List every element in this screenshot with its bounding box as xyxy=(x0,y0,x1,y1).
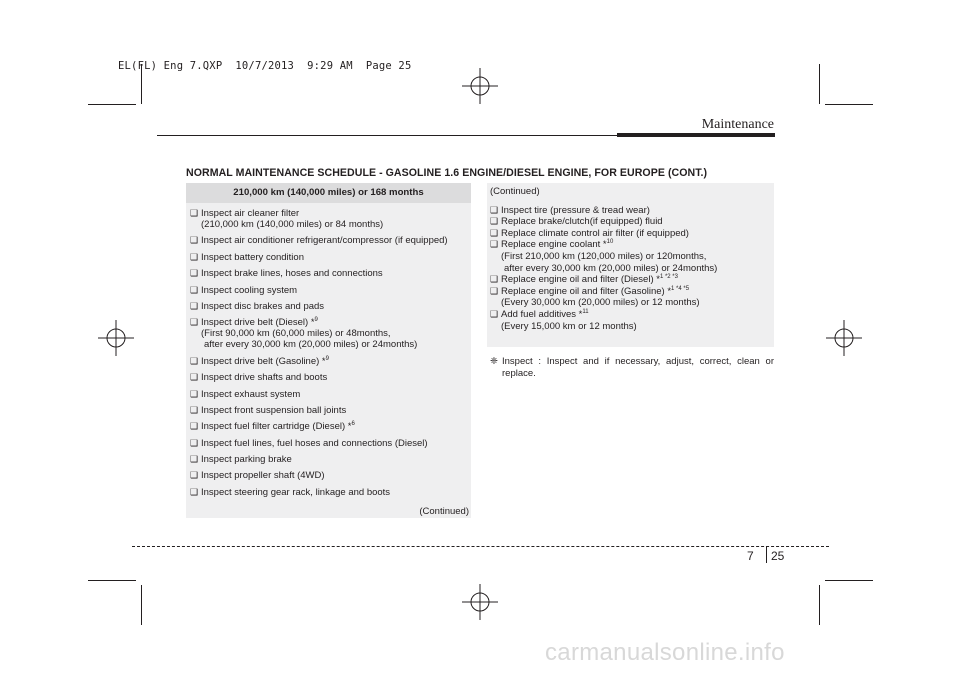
list-item xyxy=(190,208,468,230)
item-text xyxy=(201,235,468,246)
item-text xyxy=(201,470,468,481)
item-text xyxy=(201,317,468,350)
checkbox-icon: ❑ xyxy=(490,285,499,296)
item-label: Inspect battery condition xyxy=(201,251,304,263)
list-item xyxy=(490,274,772,286)
item-label: Inspect steering gear rack, linkage and boots xyxy=(201,486,391,498)
item-text xyxy=(201,285,468,296)
watermark: carmanualsonline.info xyxy=(545,639,785,666)
item-label: Inspect cooling system xyxy=(201,284,298,296)
item-label: Replace engine coolant * xyxy=(501,239,607,251)
footnote-ref: 10 xyxy=(606,239,614,246)
list-item xyxy=(190,356,468,367)
item-text xyxy=(201,438,468,449)
right-item-list xyxy=(490,186,772,332)
item-text xyxy=(501,205,772,217)
item-text xyxy=(501,274,772,286)
item-label: Inspect tire (pressure & tread wear) xyxy=(501,204,650,216)
list-item xyxy=(190,487,468,498)
item-label: Add fuel additives * xyxy=(501,308,583,320)
checkbox-icon: ❑ xyxy=(490,216,499,227)
list-item xyxy=(190,421,468,432)
registration-mark-icon xyxy=(462,584,498,620)
list-item xyxy=(490,309,772,332)
item-label: Inspect air conditioner refrigerant/compressor (if equipped) xyxy=(201,235,448,247)
item-label: Inspect brake lines, hoses and connections xyxy=(201,268,383,280)
section-title: Maintenance xyxy=(701,117,774,132)
item-text xyxy=(501,309,772,332)
footnote-ref: 9 xyxy=(314,317,318,324)
checkbox-icon: ❑ xyxy=(490,308,499,319)
left-item-list xyxy=(190,208,468,503)
checkbox-icon: ❑ xyxy=(190,486,199,497)
schedule-heading: NORMAL MAINTENANCE SCHEDULE - GASOLINE 1.6 ENGINE/DIESEL ENGINE, FOR EUROPE (CONT.) xyxy=(186,167,708,179)
item-text xyxy=(201,301,468,312)
checkbox-icon: ❑ xyxy=(190,404,199,415)
checkbox-icon: ❑ xyxy=(490,227,499,238)
continued-label: (Continued) xyxy=(419,506,469,517)
list-item xyxy=(190,389,468,400)
checkbox-icon: ❑ xyxy=(190,372,199,383)
inspect-note xyxy=(490,356,774,379)
item-interval-cont: after every 30,000 km (20,000 miles) or 24months) xyxy=(204,339,418,351)
item-text xyxy=(201,421,468,432)
item-label: Inspect exhaust system xyxy=(201,388,301,400)
footnote-ref: 1 *4 *5 xyxy=(671,285,690,292)
registration-mark-icon xyxy=(98,320,134,356)
checkbox-icon: ❑ xyxy=(190,268,199,279)
note-text: Inspect : Inspect and if necessary, adjust, correct, clean or replace. xyxy=(502,356,774,379)
item-label: Inspect front suspension ball joints xyxy=(201,404,347,416)
item-text xyxy=(501,216,772,228)
checkbox-icon: ❑ xyxy=(190,251,199,262)
print-slug: EL(FL) Eng 7.QXP 10/7/2013 9:29 AM Page 25 xyxy=(118,60,412,72)
item-text xyxy=(201,405,468,416)
item-label: Inspect air cleaner filter xyxy=(201,208,300,219)
trim-mark xyxy=(819,64,820,104)
item-text xyxy=(201,252,468,263)
item-text xyxy=(501,286,772,309)
item-text xyxy=(201,389,468,400)
checkbox-icon: ❑ xyxy=(190,470,199,481)
item-text xyxy=(201,487,468,498)
trim-mark xyxy=(141,585,142,625)
list-item xyxy=(490,228,772,240)
trim-mark xyxy=(825,580,873,581)
item-label: Replace engine oil and filter (Diesel) * xyxy=(501,274,660,286)
registration-mark-icon xyxy=(826,320,862,356)
item-text xyxy=(201,208,468,230)
list-item xyxy=(190,252,468,263)
item-label: Inspect propeller shaft (4WD) xyxy=(201,470,325,482)
item-label: Inspect parking brake xyxy=(201,454,292,466)
item-interval: (First 90,000 km (60,000 miles) or 48months, xyxy=(201,328,391,340)
footnote-ref: 6 xyxy=(351,421,355,428)
list-item xyxy=(490,205,772,217)
item-text xyxy=(201,372,468,383)
list-item xyxy=(490,216,772,228)
list-item xyxy=(490,286,772,309)
item-label: Replace climate control air filter (if equipped) xyxy=(501,227,689,239)
list-item xyxy=(190,454,468,465)
checkbox-icon: ❑ xyxy=(490,274,499,285)
item-label: Replace brake/clutch(if equipped) fluid xyxy=(501,216,663,228)
header-rule xyxy=(157,135,617,136)
checkbox-icon: ❑ xyxy=(490,239,499,250)
checkbox-icon: ❑ xyxy=(190,437,199,448)
footer-rule xyxy=(132,546,829,547)
list-item xyxy=(190,405,468,416)
item-label: Inspect drive belt (Diesel) * xyxy=(201,317,315,329)
page-number-separator xyxy=(766,546,767,563)
item-label: Inspect fuel filter cartridge (Diesel) * xyxy=(201,421,352,433)
checkbox-icon: ❑ xyxy=(490,204,499,215)
page-number: 25 xyxy=(771,549,785,563)
checkbox-icon: ❑ xyxy=(190,454,199,465)
item-text xyxy=(201,268,468,279)
item-interval: (Every 15,000 km or 12 months) xyxy=(501,320,637,332)
trim-mark xyxy=(825,104,873,105)
checkbox-icon: ❑ xyxy=(190,388,199,399)
item-label: Inspect fuel lines, fuel hoses and connections (Diesel) xyxy=(201,437,428,449)
checkbox-icon: ❑ xyxy=(190,208,199,218)
trim-mark xyxy=(88,580,136,581)
list-item xyxy=(490,239,772,274)
item-text xyxy=(201,454,468,465)
chapter-number: 7 xyxy=(747,549,754,563)
checkbox-icon: ❑ xyxy=(190,284,199,295)
list-item xyxy=(190,372,468,383)
item-label: Replace engine oil and filter (Gasoline) * xyxy=(501,285,672,297)
item-text xyxy=(501,228,772,240)
list-item xyxy=(190,301,468,312)
checkbox-icon: ❑ xyxy=(190,355,199,366)
header-rule-accent xyxy=(617,133,775,137)
list-item xyxy=(190,285,468,296)
continued-header: (Continued) xyxy=(490,186,540,197)
list-item xyxy=(190,438,468,449)
footnote-ref: 1 *2 *3 xyxy=(659,274,678,281)
checkbox-icon: ❑ xyxy=(190,235,199,246)
note-mark-icon: ❈ xyxy=(490,356,498,367)
item-interval-cont: after every 30,000 km (20,000 miles) or 24months) xyxy=(504,262,718,274)
list-item xyxy=(190,470,468,481)
trim-mark xyxy=(819,585,820,625)
item-interval: (Every 30,000 km (20,000 miles) or 12 months) xyxy=(501,297,700,309)
footnote-ref: 11 xyxy=(582,308,589,315)
item-text xyxy=(501,239,772,274)
checkbox-icon: ❑ xyxy=(190,300,199,311)
trim-mark xyxy=(88,104,136,105)
footnote-ref: 9 xyxy=(325,355,329,362)
item-interval: (First 210,000 km (120,000 miles) or 120months, xyxy=(501,250,707,262)
list-item xyxy=(190,268,468,279)
item-label: Inspect drive shafts and boots xyxy=(201,372,328,384)
item-interval: (210,000 km (140,000 miles) or 84 months) xyxy=(201,219,384,230)
item-text xyxy=(201,356,468,367)
checkbox-icon: ❑ xyxy=(190,317,199,328)
list-item xyxy=(190,235,468,246)
item-label: Inspect drive belt (Gasoline) * xyxy=(201,355,326,367)
item-label: Inspect disc brakes and pads xyxy=(201,300,325,312)
checkbox-icon: ❑ xyxy=(190,421,199,432)
registration-mark-icon xyxy=(462,68,498,104)
list-item xyxy=(190,317,468,350)
interval-header: 210,000 km (140,000 miles) or 168 months xyxy=(186,183,471,203)
